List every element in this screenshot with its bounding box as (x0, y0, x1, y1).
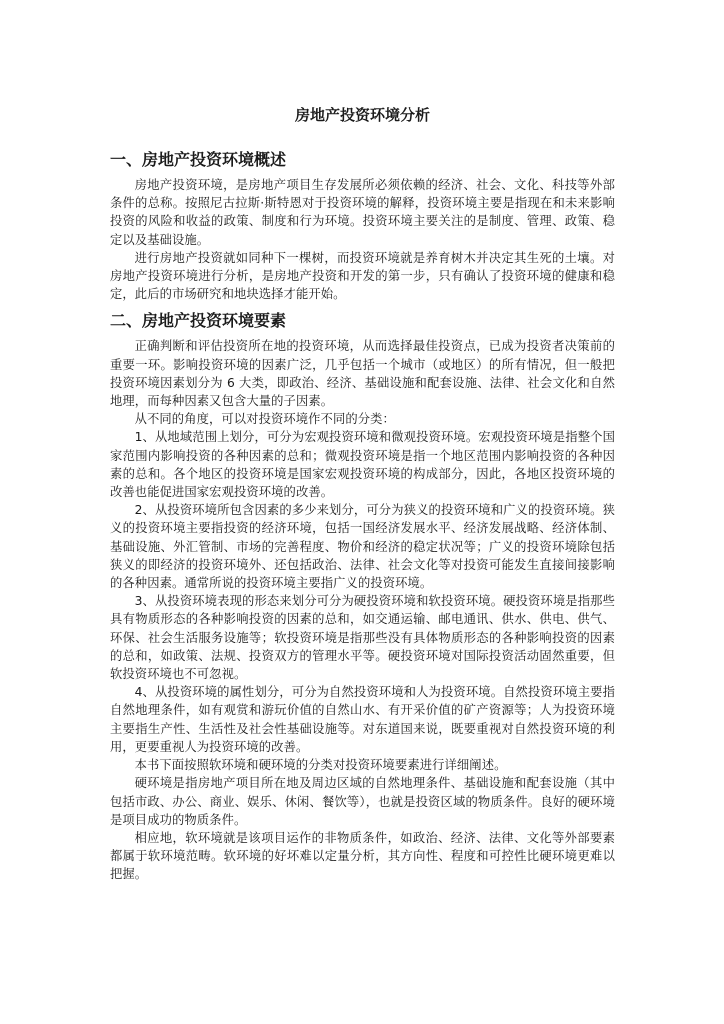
section-elements (110, 309, 615, 883)
document-page (110, 104, 615, 884)
document-title: 房地产投资环境分析 (294, 106, 430, 124)
paragraph: 正确判断和评估投资所在地的投资环境，从而选择最佳投资点，已成为投资者决策前的重要一环。影响投资环境的因素广泛，几乎包括一个城市（或地区）的所有情况，但一般把投资环境因素划分为 6 大类，即政治、经济、基础设施和配套设施、法律、社会文化和自然地理，而每种因素又包含大量的子因素。 (110, 339, 615, 409)
paragraph: 相应地，软环境就是该项目运作的非物质条件，如政治、经济、法律、文化等外部要素都属于软环境范畴。软环境的好坏难以定量分析，其方向性、程度和可控性比硬环境更难以把握。 (110, 830, 615, 882)
paragraph: 进行房地产投资就如同种下一棵树，而投资环境就是养育树木并决定其生死的土壤。对房地产投资环境进行分析，是房地产投资和开发的第一步，只有确认了投资环境的健康和稳定，此后的市场研究和地块选择才能开始。 (110, 250, 615, 302)
paragraph: 房地产投资环境，是房地产项目生存发展所必须依赖的经济、社会、文化、科技等外部条件的总称。按照尼古拉斯·斯特恩对于投资环境的解释，投资环境主要是指现在和未来影响投资的风险和收益的政策、制度和行为环境。投资环境主要关注的是制度、管理、政策、稳定以及基础设施。 (110, 178, 615, 247)
paragraph: 从不同的角度，可以对投资环境作不同的分类： (134, 412, 395, 427)
section-heading: 二、房地产投资环境要素 (110, 311, 287, 331)
section-overview (110, 148, 615, 303)
paragraph: 1、从地域范围上划分，可分为宏观投资环境和微观投资环境。宏观投资环境是指整个国家范围内影响投资的各种因素的总和；微观投资环境是指一个地区范围内影响投资的各种因素的总和。各个地区的投资环境是国家宏观投资环境的构成部分，因此，各地区投资环境的改善也能促进国家宏观投资环境的改善。 (110, 430, 615, 500)
paragraph: 硬环境是指房地产项目所在地及周边区域的自然地理条件、基础设施和配套设施（其中包括市政、办公、商业、娱乐、休闲、餐饮等），也就是投资区域的物质条件。良好的硬环境是项目成功的物质条件。 (110, 776, 615, 827)
paragraph: 2、从投资环境所包含因素的多少来划分，可分为狭义的投资环境和广义的投资环境。狭义的投资环境主要指投资的经济环境，包括一国经济发展水平、经济发展战略、经济体制、基础设施、外汇管制、市场的完善程度、物价和经济的稳定状况等；广义的投资环境除包括狭义的即经济的投资环境外、还包括政治、法律、社会文化等对投资可能发生直接间接影响的各种因素。通常所说的投资环境主要指广义的投资环境。 (110, 503, 615, 591)
section-heading: 一、房地产投资环境概述 (110, 150, 287, 169)
paragraph: 4、从投资环境的属性划分，可分为自然投资环境和人为投资环境。自然投资环境主要指自然地理条件，如有观赏和游玩价值的自然山水、有开采价值的矿产资源等；人为投资环境主要指生产性、生活性及社会性基础设施等。对东道国来说，既要重视对自然投资环境的利用，更要重视人为投资环境的改善。 (110, 685, 615, 754)
paragraph: 3、从投资环境表现的形态来划分可分为硬投资环境和软投资环境。硬投资环境是指那些具有物质形态的各种影响投资的因素的总和，如交通运输、邮电通讯、供水、供电、供气、环保、社会生活服务设施等；软投资环境是指那些没有具体物质形态的各种影响投资的因素的总和，如政策、法规、投资双方的管理水平等。硬投资环境对国际投资活动固然重要，但软投资环境也不可忽视。 (110, 594, 615, 682)
paragraph: 本书下面按照软环境和硬环境的分类对投资环境要素进行详细阐述。 (134, 758, 507, 773)
